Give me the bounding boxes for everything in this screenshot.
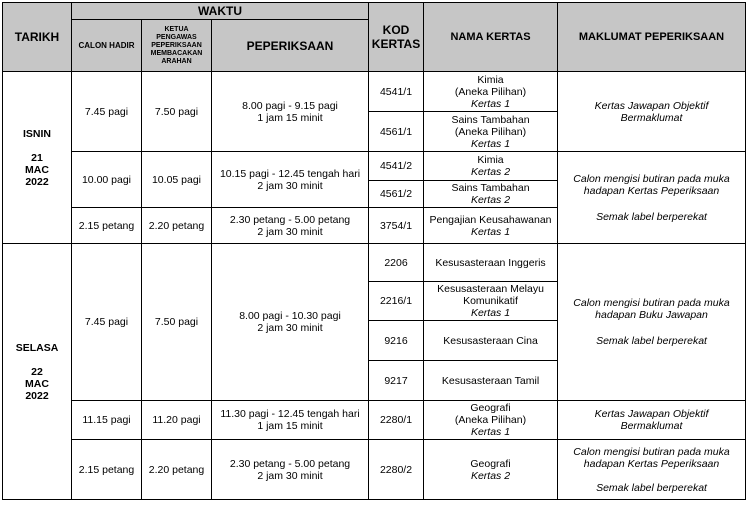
kod-kertas: 9217 <box>369 361 424 401</box>
kod-kertas: 2280/2 <box>369 440 424 500</box>
maklumat <box>558 72 746 152</box>
calon-hadir: 7.45 pagi <box>72 72 142 152</box>
nama-kertas <box>424 440 558 500</box>
ketua-pengawas: 7.50 pagi <box>142 72 212 152</box>
date-year: 2022 <box>25 389 49 402</box>
tempoh: 2 jam 30 minit <box>257 469 323 482</box>
kod-kertas: 4541/2 <box>369 152 424 181</box>
tempoh: 2 jam 30 minit <box>257 322 323 334</box>
calon-hadir: 2.15 petang <box>72 208 142 244</box>
nama-kertas <box>424 208 558 244</box>
maklumat-line: Calon mengisi butiran pada muka <box>573 172 730 185</box>
kertas-label: Kertas 2 <box>470 166 511 178</box>
peperiksaan <box>212 401 369 440</box>
kod-kertas: 2206 <box>369 244 424 282</box>
header-calon-hadir: CALON HADIR <box>72 20 142 72</box>
kertas-label: Kertas 1 <box>470 97 511 110</box>
date-month: MAC <box>25 163 49 176</box>
nama-line: Sains Tambahan <box>451 182 530 194</box>
ketua-pengawas: 2.20 petang <box>142 208 212 244</box>
masa: 8.00 pagi - 10.30 pagi <box>239 310 341 322</box>
nama-line: Geografi <box>470 402 511 414</box>
nama-kertas <box>424 361 558 401</box>
nama-line: (Aneka Pilihan) <box>454 125 527 138</box>
nama-line: Kesusasteraan Cina <box>443 334 538 347</box>
maklumat-line: Bermaklumat <box>620 420 683 432</box>
nama-kertas <box>424 152 558 181</box>
nama-line: Komunikatif <box>463 295 518 307</box>
maklumat-line: Semak label berperekat <box>596 481 707 494</box>
ketua-pengawas: 10.05 pagi <box>142 152 212 208</box>
kod-kertas: 2216/1 <box>369 282 424 321</box>
kertas-label: Kertas 1 <box>470 137 511 150</box>
calon-hadir: 2.15 petang <box>72 440 142 500</box>
kertas-label: Kertas 1 <box>470 307 511 319</box>
peperiksaan <box>212 208 369 244</box>
header-kod-kertas: KOD KERTAS <box>369 3 424 72</box>
masa: 10.15 pagi - 12.45 tengah hari <box>219 167 361 180</box>
masa: 2.30 petang - 5.00 petang <box>229 213 351 226</box>
calon-hadir: 10.00 pagi <box>72 152 142 208</box>
nama-kertas <box>424 282 558 321</box>
day-name: ISNIN <box>22 127 51 140</box>
maklumat-line: Kertas Jawapan Objektif <box>594 408 709 420</box>
kertas-label: Kertas 2 <box>470 194 511 206</box>
header-ketua-pengawas: KETUA PENGAWAS PEPERIKSAAN MEMBACAKAN ARAHAN <box>142 20 212 72</box>
kod-kertas: 2280/1 <box>369 401 424 440</box>
day-name: SELASA <box>15 341 59 354</box>
header-maklumat: MAKLUMAT PEPERIKSAAN <box>558 3 746 72</box>
tempoh: 1 jam 15 minit <box>257 111 323 124</box>
kod-kertas: 3754/1 <box>369 208 424 244</box>
kertas-label: Kertas 1 <box>470 426 511 438</box>
nama-line: Kesusasteraan Inggeris <box>435 256 546 269</box>
peperiksaan <box>212 152 369 208</box>
maklumat <box>558 401 746 440</box>
maklumat-line: Semak label berperekat <box>596 335 707 347</box>
header-peperiksaan: PEPERIKSAAN <box>212 20 369 72</box>
nama-line: Kimia <box>477 73 504 86</box>
kertas-label: Kertas 1 <box>470 225 511 238</box>
tempoh: 2 jam 30 minit <box>257 179 323 192</box>
kod-kertas: 4561/2 <box>369 181 424 208</box>
ketua-pengawas: 7.50 pagi <box>142 244 212 401</box>
nama-kertas <box>424 401 558 440</box>
maklumat-line: hadapan Kertas Peperiksaan <box>583 457 720 470</box>
maklumat <box>558 244 746 401</box>
kod-kertas: 4561/1 <box>369 112 424 152</box>
maklumat-line: hadapan Buku Jawapan <box>595 309 708 321</box>
nama-kertas <box>424 112 558 152</box>
exam-schedule-table <box>2 2 746 500</box>
nama-line: Sains Tambahan <box>451 113 530 126</box>
header-tarikh: TARIKH <box>3 3 72 72</box>
header-nama-kertas: NAMA KERTAS <box>424 3 558 72</box>
date-day: 21 <box>31 151 43 164</box>
peperiksaan <box>212 72 369 152</box>
maklumat <box>558 440 746 500</box>
ketua-pengawas: 2.20 petang <box>142 440 212 500</box>
kod-kertas: 9216 <box>369 321 424 361</box>
nama-line: Kesusasteraan Melayu <box>437 283 544 295</box>
kertas-label: Kertas 2 <box>470 469 511 482</box>
nama-kertas <box>424 244 558 282</box>
date-day: 22 <box>31 365 43 378</box>
peperiksaan <box>212 440 369 500</box>
maklumat-line: Kertas Jawapan Objektif <box>594 99 709 112</box>
ketua-pengawas: 11.20 pagi <box>142 401 212 440</box>
maklumat-line: Bermaklumat <box>620 111 683 124</box>
day-selasa <box>3 244 72 500</box>
masa: 11.30 pagi - 12.45 tengah hari <box>220 408 360 420</box>
nama-line: Kesusasteraan Tamil <box>441 374 540 387</box>
maklumat-line: Semak label berperekat <box>596 210 707 223</box>
nama-line: (Aneka Pilihan) <box>454 85 527 98</box>
masa: 2.30 petang - 5.00 petang <box>229 457 351 470</box>
date-year: 2022 <box>25 175 49 188</box>
nama-line: Kimia <box>477 154 504 166</box>
nama-line: (Aneka Pilihan) <box>454 414 527 426</box>
maklumat <box>558 152 746 244</box>
date-month: MAC <box>25 377 49 390</box>
tempoh: 1 jam 15 minit <box>257 420 323 432</box>
calon-hadir: 7.45 pagi <box>72 244 142 401</box>
day-isnin <box>3 72 72 244</box>
masa: 8.00 pagi - 9.15 pagi <box>242 99 338 112</box>
maklumat-line: Calon mengisi butiran pada muka <box>573 297 730 309</box>
maklumat-line: Calon mengisi butiran pada muka <box>573 445 730 458</box>
nama-kertas <box>424 72 558 112</box>
nama-line: Geografi <box>470 457 511 470</box>
calon-hadir: 11.15 pagi <box>72 401 142 440</box>
nama-line: Pengajian Keusahawanan <box>429 213 552 226</box>
peperiksaan <box>212 244 369 401</box>
nama-kertas <box>424 181 558 208</box>
header-waktu: WAKTU <box>72 3 369 20</box>
nama-kertas <box>424 321 558 361</box>
maklumat-line: hadapan Kertas Peperiksaan <box>583 184 720 197</box>
tempoh: 2 jam 30 minit <box>257 225 323 238</box>
kod-kertas: 4541/1 <box>369 72 424 112</box>
